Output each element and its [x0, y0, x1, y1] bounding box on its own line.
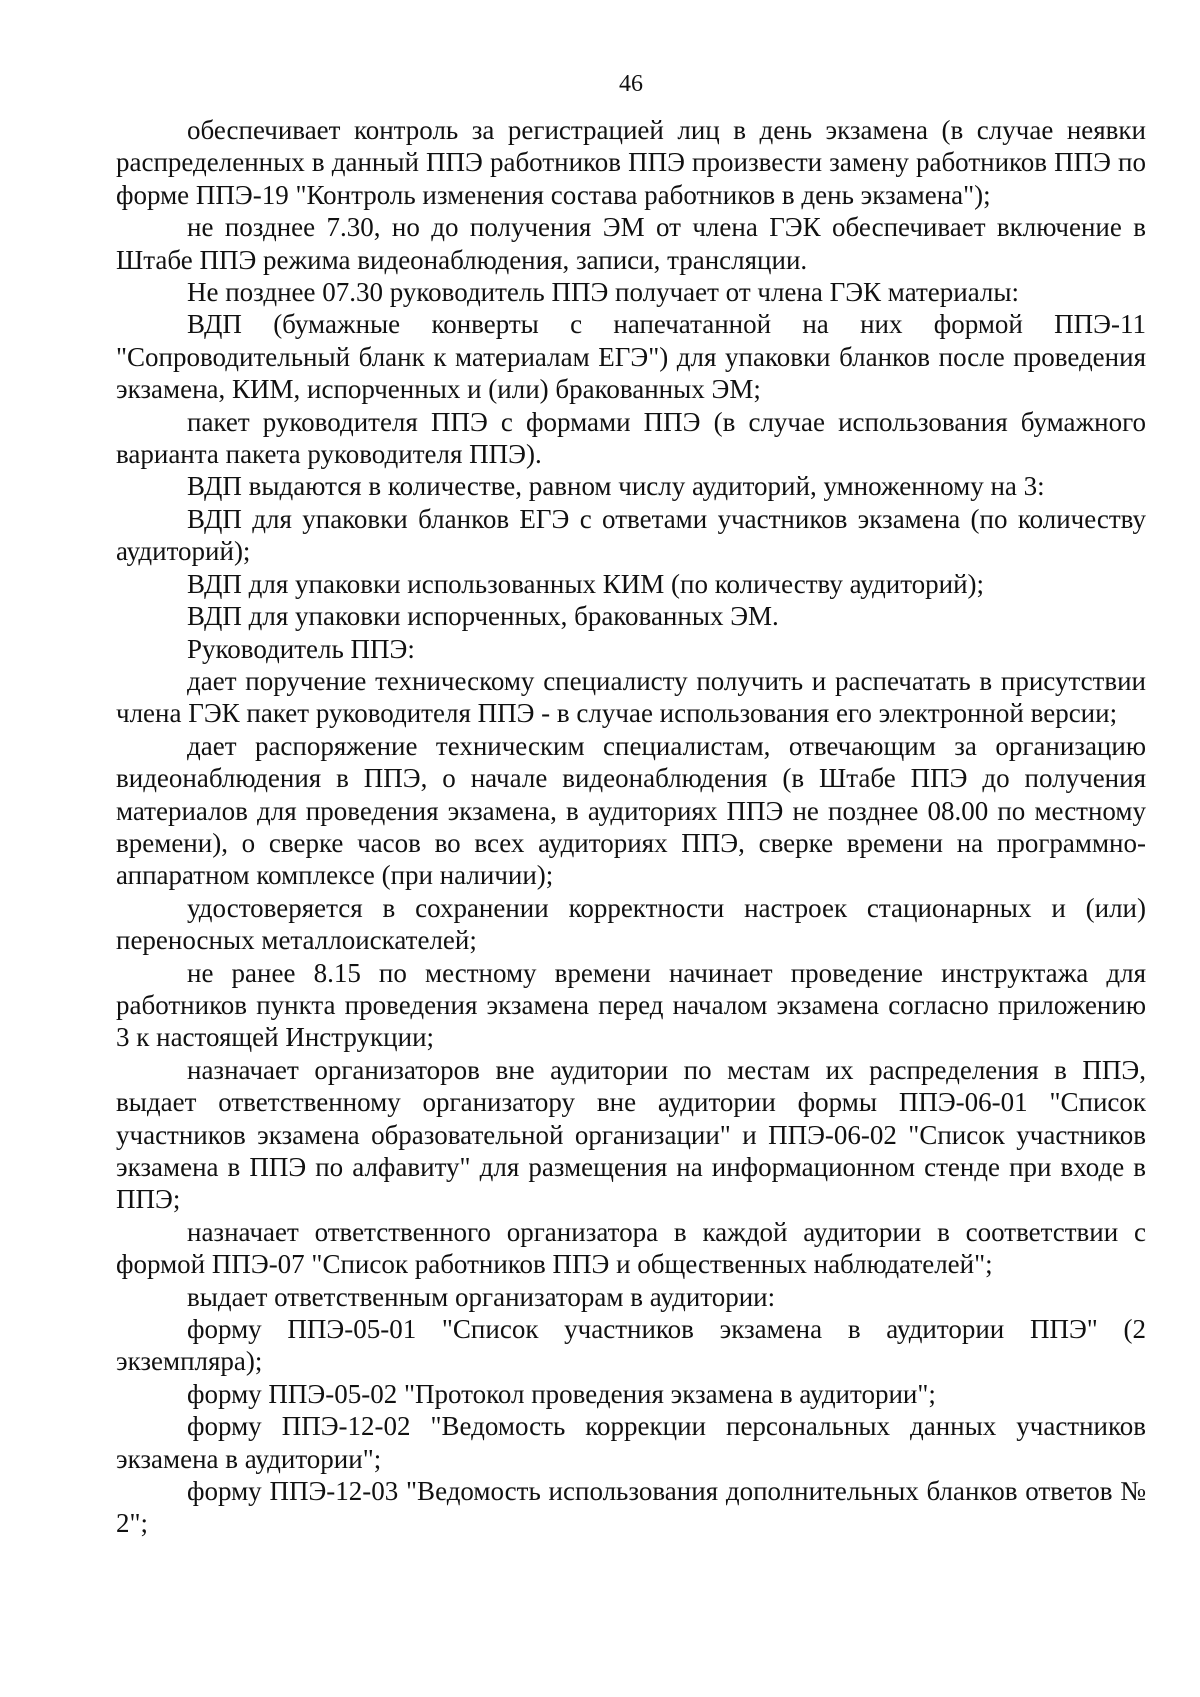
- paragraph: форму ППЭ-12-02 "Ведомость коррекции персональных данных участников экзамена в аудитории";: [116, 1411, 1153, 1474]
- paragraph: форму ППЭ-05-01 "Список участников экзамена в аудитории ППЭ" (2 экземпляра);: [116, 1314, 1153, 1377]
- paragraph: дает поручение техническому специалисту получить и распечатать в присутствии члена ГЭК пакет руководителя ППЭ - в случае использования его электронной версии;: [116, 665, 1153, 729]
- paragraph: Не позднее 07.30 руководитель ППЭ получает от члена ГЭК материалы:: [187, 277, 1020, 308]
- paragraph: не ранее 8.15 по местному времени начинает проведение инструктажа для работников пункта проведения экзамена перед началом экзамена согласно приложению 3 к настоящей Инструкции;: [116, 957, 1153, 1053]
- paragraph: удостоверяется в сохранении корректности настроек стационарных и (или) переносных металлоискателей;: [116, 892, 1153, 956]
- paragraph: ВДП (бумажные конверты с напечатанной на них формой ППЭ-11 "Сопроводительный бланк к материалам ЕГЭ") для упаковки бланков после проведения экзамена, КИМ, испорченных и (или) бракованных ЭМ;: [116, 309, 1153, 405]
- paragraph: пакет руководителя ППЭ с формами ППЭ (в случае использования бумажного варианта пакета руководителя ППЭ).: [116, 406, 1153, 470]
- paragraph: ВДП для упаковки использованных КИМ (по количеству аудиторий);: [187, 568, 985, 599]
- paragraph: ВДП для упаковки бланков ЕГЭ с ответами участников экзамена (по количеству аудиторий);: [116, 503, 1153, 567]
- paragraph: Руководитель ППЭ:: [187, 633, 415, 664]
- paragraph: форму ППЭ-12-03 "Ведомость использования дополнительных бланков ответов № 2";: [116, 1476, 1153, 1539]
- paragraph: обеспечивает контроль за регистрацией лиц в день экзамена (в случае неявки распределенных в данный ППЭ работников ППЭ произвести замену работников ППЭ по форме ППЭ-19 "Контроль изменения состава работников в день экзамена");: [116, 115, 1153, 210]
- paragraph: назначает ответственного организатора в каждой аудитории в соответствии с формой ППЭ-07 "Список работников ППЭ и общественных наблюдателей";: [116, 1216, 1153, 1280]
- paragraph: ВДП для упаковки испорченных, бракованных ЭМ.: [187, 601, 779, 632]
- document-body: [116, 114, 1153, 1540]
- paragraph: назначает организаторов вне аудитории по местам их распределения в ППЭ, выдает ответственному организатору вне аудитории формы ППЭ-06-01 "Список участников экзамена образовательной организации" и ППЭ-06-02 "Список участников экзамена в ППЭ по алфавиту" для размещения на информационном стенде при входе в ППЭ;: [116, 1054, 1153, 1215]
- paragraph: дает распоряжение техническим специалистам, отвечающим за организацию видеонаблюдения в ППЭ, о начале видеонаблюдения (в Штабе ППЭ до получения материалов для проведения экзамена, в аудиториях ППЭ не позднее 08.00 по местному времени), о сверке часов во всех аудиториях ППЭ, сверке времени на программно-аппаратном комплексе (при наличии);: [116, 730, 1153, 891]
- paragraph: выдает ответственным организаторам в аудитории:: [187, 1281, 776, 1312]
- paragraph: не позднее 7.30, но до получения ЭМ от члена ГЭК обеспечивает включение в Штабе ППЭ режима видеонаблюдения, записи, трансляции.: [116, 212, 1153, 275]
- page-number: 46: [619, 71, 643, 97]
- paragraph: ВДП выдаются в количестве, равном числу аудиторий, умноженному на 3:: [187, 471, 1045, 502]
- paragraph: форму ППЭ-05-02 "Протокол проведения экзамена в аудитории";: [187, 1378, 936, 1409]
